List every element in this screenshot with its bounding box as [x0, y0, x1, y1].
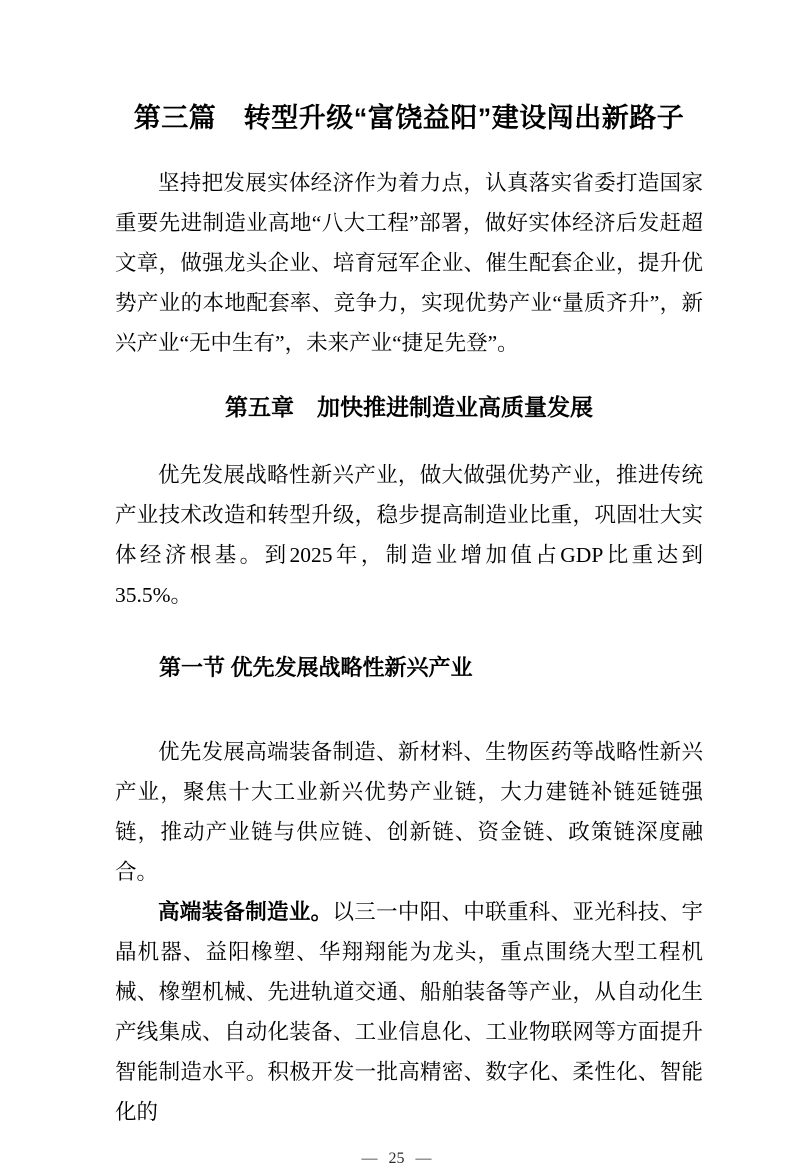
paragraph-lead-bold: 高端装备制造业。: [158, 900, 333, 924]
paragraph-text: 以三一中阳、中联重科、亚光科技、宇晶机器、益阳橡塑、华翔翔能为龙头，重点围绕大型工程机械、橡塑机械、先进轨道交通、船舶装备等产业，从自动化生产线集成、自动化装备、工业信息化、工业物联网等方面提升智能制造水平。积极开发一批高精密、数字化、柔性化、智能化的: [115, 900, 703, 1124]
chapter-heading: 第五章 加快推进制造业高质量发展: [225, 395, 593, 420]
paragraph: 优先发展战略性新兴产业，做大做强优势产业，推进传统产业技术改造和转型升级，稳步提高制造业比重，巩固壮大实体经济根基。到2025年，制造业增加值占GDP比重达到35.5%。: [115, 463, 703, 607]
paragraph: [115, 892, 703, 1132]
document-title: 第三篇 转型升级“富饶益阳”建设闯出新路子: [133, 103, 685, 133]
section-heading: 第一节 优先发展战略性新兴产业: [159, 655, 473, 680]
paragraph: 优先发展高端装备制造、新材料、生物医药等战略性新兴产业，聚焦十大工业新兴优势产业链，大力建链补链延链强链，推动产业链与供应链、创新链、资金链、政策链深度融合。: [115, 740, 703, 884]
page-number: — 25 —: [361, 1150, 432, 1167]
paragraph: 坚持把发展实体经济作为着力点，认真落实省委打造国家重要先进制造业高地“八大工程”部署，做好实体经济后发赶超文章，做强龙头企业、培育冠军企业、催生配套企业，提升优势产业的本地配套率、竞争力，实现优势产业“量质齐升”，新兴产业“无中生有”，未来产业“捷足先登”。: [115, 171, 703, 355]
